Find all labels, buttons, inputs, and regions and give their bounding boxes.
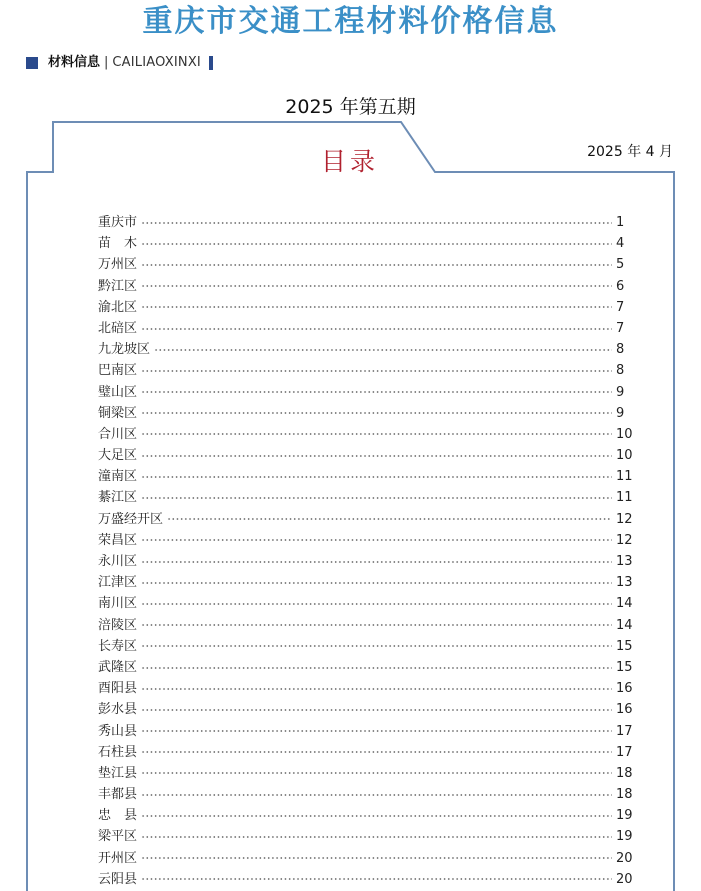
toc-dot-leader bbox=[141, 751, 612, 753]
toc-entry[interactable] bbox=[98, 551, 632, 572]
toc-entry-page: 8 bbox=[616, 342, 625, 358]
toc-entry[interactable] bbox=[98, 636, 632, 657]
toc-entry-name: 永川区 bbox=[98, 554, 138, 569]
toc-entry[interactable] bbox=[98, 615, 632, 636]
toc-entry-page: 4 bbox=[616, 236, 625, 252]
toc-entry[interactable] bbox=[98, 339, 632, 360]
toc-entry-name: 云阳县 bbox=[98, 871, 138, 887]
toc-entry-page: 6 bbox=[616, 278, 625, 294]
toc-dot-leader bbox=[141, 878, 612, 880]
toc-entry-name: 万州区 bbox=[98, 257, 138, 273]
toc-dot-leader bbox=[141, 561, 612, 563]
section-label-en: CAILIAOXINXI bbox=[112, 55, 201, 70]
toc-entry[interactable] bbox=[98, 826, 632, 847]
toc-entry[interactable] bbox=[98, 487, 632, 508]
toc-dot-leader bbox=[141, 433, 612, 435]
toc-entry[interactable] bbox=[98, 445, 632, 466]
toc-entry-page: 7 bbox=[616, 299, 625, 315]
toc-entry-name: 彭水县 bbox=[98, 702, 138, 718]
toc-entry-name: 忠 县 bbox=[98, 808, 138, 824]
toc-list bbox=[98, 212, 632, 890]
toc-dot-leader bbox=[141, 730, 612, 732]
toc-entry-name: 长寿区 bbox=[98, 638, 138, 654]
toc-entry-name: 酉阳县 bbox=[98, 681, 138, 697]
toc-entry[interactable] bbox=[98, 721, 632, 742]
toc-dot-leader bbox=[141, 794, 612, 796]
toc-entry-name: 巴南区 bbox=[98, 363, 138, 379]
toc-dot-leader bbox=[167, 518, 612, 520]
toc-dot-leader bbox=[141, 285, 612, 287]
toc-entry-page: 15 bbox=[616, 638, 633, 654]
toc-entry-name: 丰都县 bbox=[98, 787, 138, 803]
toc-entry-page: 20 bbox=[616, 871, 633, 887]
toc-entry-page: 9 bbox=[616, 405, 625, 421]
toc-dot-leader bbox=[141, 455, 612, 457]
toc-dot-leader bbox=[141, 497, 612, 499]
toc-entry-page: 9 bbox=[616, 384, 625, 400]
toc-entry-page: 16 bbox=[616, 681, 633, 697]
toc-dot-leader bbox=[141, 328, 612, 330]
toc-entry-page: 16 bbox=[616, 702, 633, 718]
toc-dot-leader bbox=[141, 815, 612, 817]
toc-entry[interactable] bbox=[98, 593, 632, 614]
toc-entry-page: 11 bbox=[616, 490, 633, 506]
toc-dot-leader bbox=[141, 624, 612, 626]
section-label-cn: 材料信息 bbox=[48, 55, 101, 70]
toc-entry[interactable] bbox=[98, 848, 632, 869]
toc-entry-name: 璧山区 bbox=[98, 384, 138, 400]
toc-entry[interactable] bbox=[98, 233, 632, 254]
toc-dot-leader bbox=[141, 412, 612, 414]
toc-entry-name: 重庆市 bbox=[98, 215, 138, 230]
toc-dot-leader bbox=[154, 349, 612, 351]
toc-entry-page: 14 bbox=[616, 596, 633, 612]
toc-entry[interactable] bbox=[98, 530, 632, 551]
toc-dot-leader bbox=[141, 391, 612, 393]
toc-entry-name: 梁平区 bbox=[98, 829, 138, 845]
toc-entry-page: 14 bbox=[616, 617, 633, 633]
toc-dot-leader bbox=[141, 243, 612, 245]
toc-entry-page: 5 bbox=[616, 257, 625, 273]
toc-entry-page: 10 bbox=[616, 426, 633, 442]
toc-dot-leader bbox=[141, 582, 612, 584]
toc-entry-page: 20 bbox=[616, 850, 633, 866]
toc-dot-leader bbox=[141, 539, 612, 541]
toc-entry-page: 18 bbox=[616, 787, 633, 803]
toc-entry-name: 北碚区 bbox=[98, 320, 138, 336]
toc-dot-leader bbox=[141, 645, 612, 647]
toc-dot-leader bbox=[141, 306, 612, 308]
document-title: 重庆市交通工程材料价格信息 bbox=[142, 4, 559, 39]
toc-entry[interactable] bbox=[98, 678, 632, 699]
toc-entry-page: 13 bbox=[616, 575, 633, 591]
toc-entry-name: 武隆区 bbox=[98, 659, 138, 675]
toc-entry-page: 12 bbox=[616, 532, 633, 548]
toc-dot-leader bbox=[141, 476, 612, 478]
toc-entry[interactable] bbox=[98, 360, 632, 381]
issue-label: 2025 年第五期 bbox=[285, 96, 416, 118]
toc-entry-name: 开州区 bbox=[98, 850, 138, 866]
toc-entry-name: 南川区 bbox=[98, 596, 138, 612]
toc-entry[interactable] bbox=[98, 784, 632, 805]
toc-entry-name: 黔江区 bbox=[98, 278, 138, 294]
toc-dot-leader bbox=[141, 370, 612, 372]
toc-dot-leader bbox=[141, 772, 612, 774]
toc-entry-page: 12 bbox=[616, 511, 633, 527]
toc-entry-page: 19 bbox=[616, 808, 633, 824]
toc-entry-name: 秀山县 bbox=[98, 723, 138, 739]
toc-entry-page: 15 bbox=[616, 659, 633, 675]
toc-entry[interactable] bbox=[98, 318, 632, 339]
toc-dot-leader bbox=[141, 836, 612, 838]
toc-entry-page: 17 bbox=[616, 723, 633, 739]
toc-entry[interactable] bbox=[98, 254, 632, 275]
toc-entry-name: 苗 木 bbox=[98, 236, 138, 252]
toc-entry[interactable] bbox=[98, 466, 632, 487]
toc-dot-leader bbox=[141, 667, 612, 669]
toc-dot-leader bbox=[141, 709, 612, 711]
toc-entry[interactable] bbox=[98, 657, 632, 678]
toc-dot-leader bbox=[141, 264, 612, 266]
toc-entry[interactable] bbox=[98, 869, 632, 890]
toc-entry[interactable] bbox=[98, 212, 632, 233]
toc-entry-name: 綦江区 bbox=[98, 490, 138, 506]
toc-dot-leader bbox=[141, 857, 612, 859]
toc-entry[interactable] bbox=[98, 572, 632, 593]
toc-entry-name: 石柱县 bbox=[98, 744, 138, 760]
toc-dot-leader bbox=[141, 688, 612, 690]
toc-entry[interactable] bbox=[98, 742, 632, 763]
toc-entry-page: 7 bbox=[616, 320, 625, 336]
toc-title: 目录 bbox=[320, 147, 379, 176]
toc-entry[interactable] bbox=[98, 763, 632, 784]
toc-entry-name: 铜梁区 bbox=[98, 405, 138, 421]
toc-entry[interactable] bbox=[98, 509, 632, 530]
toc-entry-page: 19 bbox=[616, 829, 633, 845]
toc-dot-leader bbox=[141, 222, 612, 224]
toc-entry[interactable] bbox=[98, 805, 632, 826]
toc-entry-name: 大足区 bbox=[98, 448, 138, 464]
toc-entry[interactable] bbox=[98, 297, 632, 318]
toc-entry-name: 荣昌区 bbox=[98, 532, 138, 548]
toc-entry-page: 8 bbox=[616, 363, 625, 379]
toc-entry-name: 合川区 bbox=[98, 426, 138, 442]
toc-entry-name: 渝北区 bbox=[98, 299, 138, 315]
toc-entry[interactable] bbox=[98, 382, 632, 403]
toc-entry-page: 1 bbox=[616, 215, 625, 230]
toc-entry[interactable] bbox=[98, 699, 632, 720]
toc-entry-page: 18 bbox=[616, 765, 633, 781]
issue-date: 2025 年 4 月 bbox=[587, 144, 673, 160]
toc-entry-name: 九龙坡区 bbox=[98, 342, 151, 358]
toc-entry-name: 万盛经开区 bbox=[98, 511, 164, 527]
toc-entry-page: 11 bbox=[616, 469, 633, 485]
toc-entry-page: 13 bbox=[616, 554, 633, 569]
section-separator: | bbox=[104, 55, 109, 70]
toc-entry[interactable] bbox=[98, 403, 632, 424]
toc-dot-leader bbox=[141, 603, 612, 605]
toc-entry-name: 涪陵区 bbox=[98, 617, 138, 633]
toc-entry-name: 江津区 bbox=[98, 575, 138, 591]
toc-entry[interactable] bbox=[98, 276, 632, 297]
toc-entry-page: 10 bbox=[616, 448, 633, 464]
toc-entry-name: 潼南区 bbox=[98, 469, 138, 485]
toc-entry[interactable] bbox=[98, 424, 632, 445]
toc-entry-name: 垫江县 bbox=[98, 765, 138, 781]
toc-entry-page: 17 bbox=[616, 744, 633, 760]
